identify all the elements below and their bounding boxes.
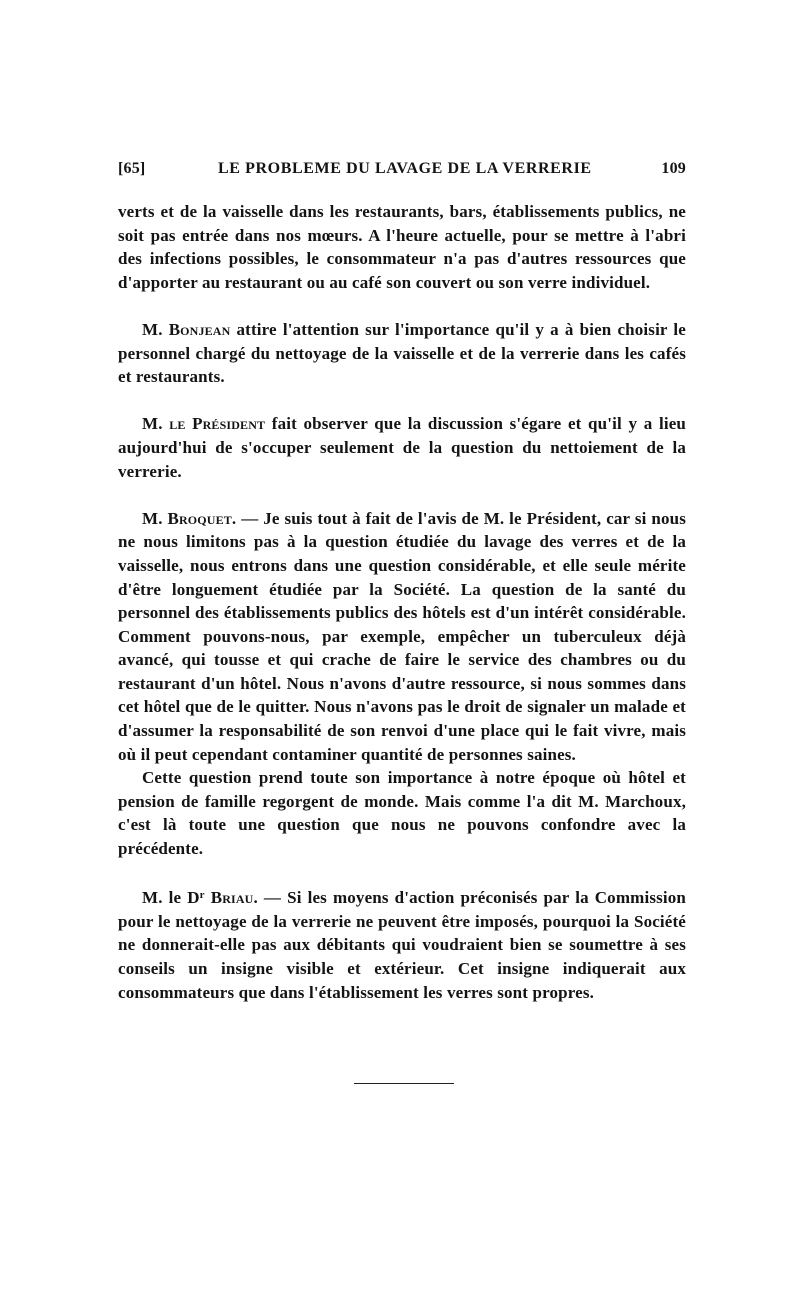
paragraph-broquet-continued: Cette question prend toute son importance à notre époque où hôtel et pension de famille regorgent de monde. Mais comme l'a dit M. Marchoux, c'est là toute une question que nous ne pouvons confondre avec la précédente. <box>118 768 686 859</box>
paragraph-broquet <box>118 507 686 767</box>
speaker-name: Bonjean <box>168 319 231 339</box>
paragraph-text: attire l'attention sur l'importance qu'il y a à bien choisir le personnel chargé du nettoyage de la vaisselle et de la verrerie dans les cafés et restaurants. <box>118 319 686 387</box>
paragraph-text: — Si les moyens d'action préconisés par la Commission pour le nettoyage de la verrerie ne peuvent être imposés, pourquoi la Société ne donnerait-elle pas aux débitants qui voudraient bien se soumettre à ses conseils un insigne visible et extérieur. Cet insigne indiquerait aux consommateurs que dans l'établissement les verres sont propres. <box>118 888 686 1002</box>
speaker-prefix: M. <box>142 414 170 434</box>
page-number: 109 <box>661 160 686 177</box>
speaker-prefix: M. <box>142 508 168 528</box>
paragraph-president <box>118 412 686 483</box>
paragraph-text: — Je suis tout à fait de l'avis de M. le Président, car si nous ne nous limitons pas à la question étudiée du lavage des verres et de la vaisselle, nous entrons dans une question considérable, et elle seule mérite d'être longuement étudiée par la Société. La question de la santé du personnel des établissements publics des hôtels est d'un intérêt considérable. Comment pouvons-nous, par exemple, empêcher un tuberculeux déjà avancé, qui tousse et qui crache de faire le service des chambres ou du restaurant d'un hôtel. Nous n'avons d'autre ressource, si nous sommes dans cet hôtel que de le quitter. Nous n'avons pas le droit de signaler un malade et d'assumer la responsabilité de son renvoi d'une place qui le fait vivre, mais où il peut cependant contaminer quantité de personnes saines. <box>118 508 686 764</box>
running-title: LE PROBLEME DU LAVAGE DE LA VERRERIE <box>218 160 592 177</box>
speaker-name: Broquet. <box>167 508 237 528</box>
body-text <box>118 200 686 1004</box>
speaker-prefix: M. <box>142 319 169 339</box>
paragraph-briau <box>118 884 686 1004</box>
speaker-superscript: r <box>199 889 205 902</box>
paragraph-continuation: verts et de la vaisselle dans les restaurants, bars, établissements publics, ne soit pas entrée dans nos mœurs. A l'heure actuelle, pour se mettre à l'abri des infections possibles, le consommateur n'a pas d'autres ressources que d'apporter au restaurant ou au café son couvert ou son verre individuel. <box>118 202 686 292</box>
speaker-name: Briau. <box>204 888 258 908</box>
section-number: [65] <box>118 160 146 177</box>
running-head <box>118 160 686 184</box>
section-end-rule <box>354 1083 454 1084</box>
paragraph-text: fait observer que la discussion s'égare et qu'il y a lieu aujourd'hui de s'occuper seulement de la question du nettoiement de la verrerie. <box>118 414 686 481</box>
speaker-prefix: M. le D <box>142 888 200 908</box>
speaker-name: le Président <box>169 414 266 434</box>
paragraph-bonjean <box>118 318 686 389</box>
